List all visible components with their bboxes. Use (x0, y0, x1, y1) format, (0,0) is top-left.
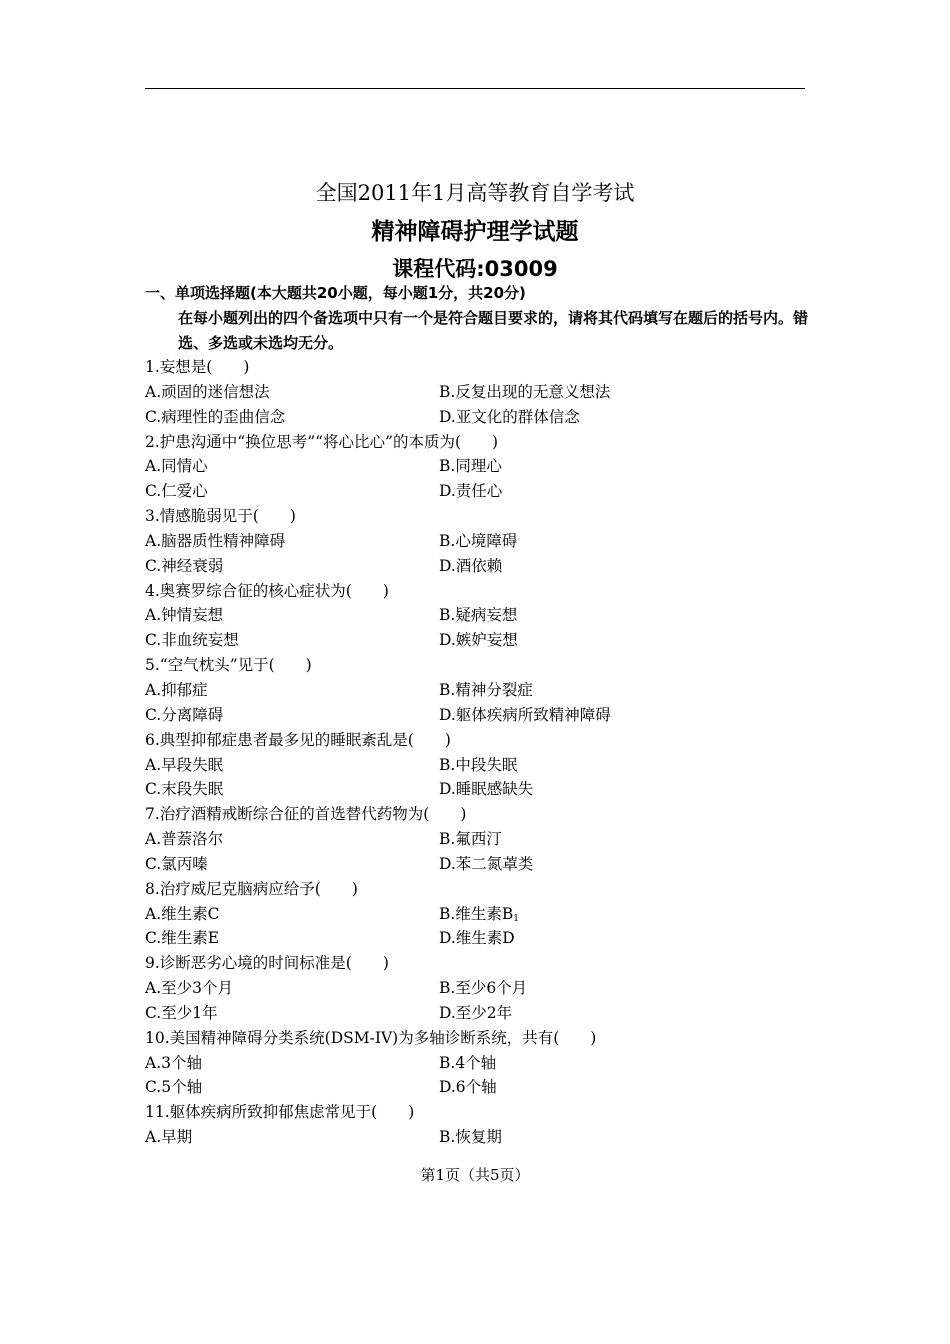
option-row (145, 902, 825, 927)
answer-option (145, 1125, 192, 1150)
option-text: A.脑器质性精神障碍 (145, 531, 286, 550)
option-row (145, 852, 825, 877)
option-text: C.神经衰弱 (145, 556, 224, 575)
option-text: A.抑郁症 (145, 680, 208, 699)
option-text: D.责任心 (439, 482, 503, 501)
answer-option (439, 1051, 496, 1076)
option-row (145, 454, 825, 479)
option-row (145, 1125, 825, 1150)
answer-option (439, 753, 517, 778)
option-row (145, 827, 825, 852)
answer-option (439, 405, 580, 430)
option-row (145, 678, 825, 703)
option-text: B.氟西汀 (439, 830, 502, 849)
question-list (145, 355, 825, 1150)
option-text: B.至少6个月 (439, 979, 528, 998)
answer-option (439, 380, 610, 405)
option-text: A.钟情妄想 (145, 606, 224, 625)
question-stem: 3.情感脆弱见于( ) (145, 507, 296, 526)
question-stem: 4.奥赛罗综合征的核心症状为( ) (145, 581, 389, 600)
option-text: C.氯丙嗪 (145, 854, 208, 873)
option-text: C.病理性的歪曲信念 (145, 407, 286, 426)
option-row (145, 380, 825, 405)
answer-option (439, 554, 502, 579)
option-row (145, 976, 825, 1001)
option-text: B.心境障碍 (439, 531, 518, 550)
option-row (145, 603, 825, 628)
option-row (145, 926, 825, 951)
question-stem: 9.诊断恶劣心境的时间标准是( ) (145, 954, 389, 973)
option-text: D.酒依赖 (439, 556, 503, 575)
answer-option (439, 1075, 497, 1100)
option-text: C.仁爱心 (145, 482, 208, 501)
option-text: D.嫉妒妄想 (439, 631, 518, 650)
option-text: A.同情心 (145, 457, 208, 476)
option-text: D.睡眠感缺失 (439, 780, 534, 799)
section-heading: 一、单项选择题(本大题共20小题，每小题1分，共20分) (145, 284, 526, 302)
option-row (145, 554, 825, 579)
question-stem: 8.治疗威尼克脑病应给予( ) (145, 879, 358, 898)
option-text: B.同理心 (439, 457, 502, 476)
answer-option (145, 902, 219, 927)
option-text: B.疑病妄想 (439, 606, 518, 625)
answer-option (145, 976, 233, 1001)
answer-option (439, 1001, 512, 1026)
option-text: B.维生素B (439, 904, 514, 923)
option-text: B.恢复期 (439, 1128, 502, 1147)
answer-option (439, 628, 518, 653)
answer-option (145, 380, 270, 405)
option-row (145, 529, 825, 554)
option-text: D.至少2年 (439, 1003, 513, 1022)
page-footer: 第1页（共5页） (420, 1166, 530, 1184)
answer-option (145, 405, 285, 430)
paper-title: 精神障碍护理学试题 (371, 219, 579, 245)
answer-option (145, 1051, 202, 1076)
answer-option (439, 777, 533, 802)
question-stem: 1.妄想是( ) (145, 358, 250, 376)
option-text: D.维生素D (439, 929, 515, 948)
answer-option (145, 827, 223, 852)
option-row (145, 703, 825, 728)
exam-title: 全国2011年1月高等教育自学考试 (315, 181, 635, 205)
option-row (145, 753, 825, 778)
option-text: B.4个轴 (439, 1053, 497, 1072)
answer-option (145, 926, 219, 951)
answer-option (145, 1075, 202, 1100)
option-text: C.末段失眠 (145, 780, 224, 799)
option-text: B.精神分裂症 (439, 680, 533, 699)
header-rule (145, 88, 805, 89)
option-row (145, 1051, 825, 1076)
option-text: C.至少1年 (145, 1003, 218, 1022)
option-text: A.普萘洛尔 (145, 830, 224, 849)
option-row (145, 1001, 825, 1026)
answer-option (145, 603, 223, 628)
option-row (145, 777, 825, 802)
course-code: 课程代码:03009 (392, 257, 558, 281)
option-text: A.早段失眠 (145, 755, 224, 774)
answer-option (145, 454, 208, 479)
answer-option (145, 703, 223, 728)
option-text: B.中段失眠 (439, 755, 518, 774)
question-stem: 7.治疗酒精戒断综合征的首选替代药物为( ) (145, 805, 467, 824)
answer-option (439, 1125, 502, 1150)
question-stem: 6.典型抑郁症患者最多见的睡眠紊乱是( ) (145, 730, 451, 749)
option-row (145, 628, 825, 653)
answer-option (439, 976, 527, 1001)
answer-option (439, 529, 517, 554)
option-row (145, 405, 825, 430)
option-row (145, 1075, 825, 1100)
option-text: B.反复出现的无意义想法 (439, 382, 611, 401)
option-subscript: 1 (513, 913, 519, 924)
answer-option (145, 753, 223, 778)
option-text: C.分离障碍 (145, 705, 224, 724)
answer-option (145, 1001, 218, 1026)
answer-option (439, 852, 533, 877)
answer-option (439, 678, 533, 703)
question-stem: 2.护患沟通中“换位思考”“将心比心”的本质为( ) (145, 432, 499, 451)
answer-option (439, 454, 502, 479)
answer-option (145, 529, 285, 554)
option-text: A.顽固的迷信想法 (145, 382, 270, 401)
question-stem: 10.美国精神障碍分类系统(DSM-IV)为多轴诊断系统，共有( ) (145, 1028, 597, 1047)
option-text: A.维生素C (145, 904, 220, 923)
answer-option (439, 479, 502, 504)
option-text: A.3个轴 (145, 1053, 202, 1072)
option-text: A.早期 (145, 1128, 193, 1147)
answer-option (145, 852, 208, 877)
answer-option (145, 628, 239, 653)
question-stem: 5.“空气枕头”见于( ) (145, 656, 312, 675)
option-text: C.5个轴 (145, 1078, 203, 1097)
option-text: C.维生素E (145, 929, 220, 948)
question-stem: 11.躯体疾病所致抑郁焦虑常见于( ) (145, 1103, 415, 1122)
section-instruction: 在每小题列出的四个备选项中只有一个是符合题目要求的，请将其代码填写在题后的括号内。错选、多选或未选均无分。 (178, 309, 809, 352)
option-text: D.6个轴 (439, 1078, 497, 1097)
option-text: C.非血统妄想 (145, 631, 239, 650)
option-text: D.躯体疾病所致精神障碍 (439, 705, 611, 724)
answer-option (145, 678, 208, 703)
answer-option (439, 926, 515, 951)
answer-option (145, 479, 208, 504)
option-text: A.至少3个月 (145, 979, 233, 998)
option-text: D.苯二氮䓬类 (439, 854, 534, 873)
answer-option (145, 777, 223, 802)
answer-option (439, 603, 517, 628)
answer-option (439, 703, 611, 728)
answer-option (439, 827, 502, 852)
answer-option (145, 554, 223, 579)
option-row (145, 479, 825, 504)
option-text: D.亚文化的群体信念 (439, 407, 580, 426)
